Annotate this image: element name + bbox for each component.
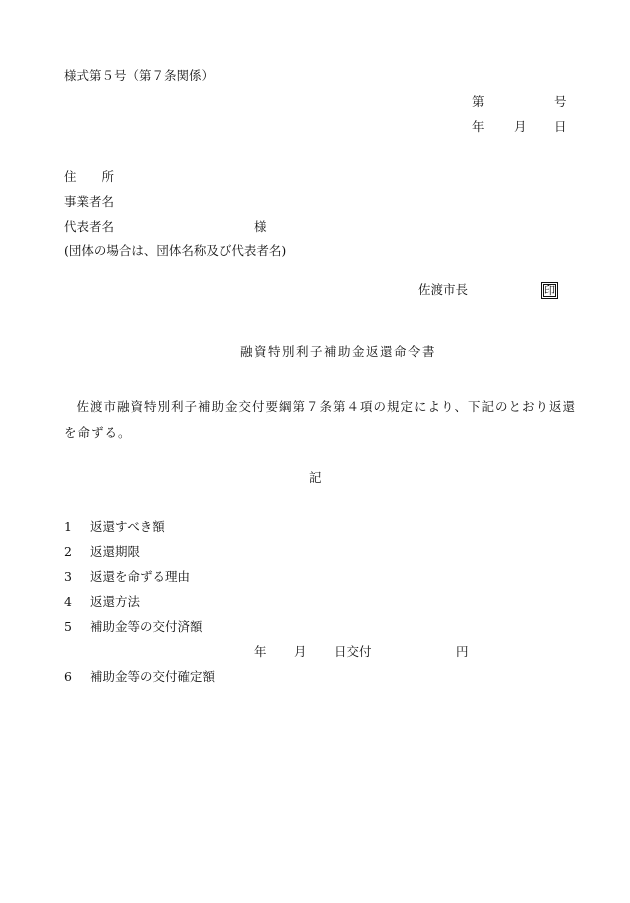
item5-month: 月 (294, 644, 307, 659)
item5-year: 年 (254, 644, 267, 659)
document-title: 融資特別利子補助金返還命令書 (240, 344, 437, 359)
date-day: 日 (554, 119, 567, 134)
recipient-note: (団体の場合は、団体名称及び代表者名) (64, 243, 287, 258)
ki-heading: 記 (309, 470, 322, 485)
document-number-prefix: 第 (472, 94, 485, 109)
form-reference: 様式第５号（第７条関係） (64, 68, 215, 83)
seal-mark: 印 (541, 282, 558, 299)
item-label: 返還方法 (90, 594, 141, 609)
recipient-business-label: 事業者名 (64, 194, 115, 209)
body-paragraph: 佐渡市融資特別利子補助金交付要綱第７条第４項の規定により、下記のとおり返還を命ずる。 (64, 399, 577, 440)
item-label: 返還期限 (90, 544, 141, 559)
item-label: 補助金等の交付確定額 (90, 669, 216, 684)
item-number: 1 (64, 519, 72, 534)
recipient-honorific: 様 (254, 219, 267, 234)
list-item (64, 671, 215, 684)
item-number: 2 (64, 544, 72, 559)
recipient-address-label: 住 所 (64, 169, 115, 184)
list-item (64, 621, 203, 634)
date-year: 年 (472, 119, 485, 134)
list-item (64, 596, 140, 609)
document-number-suffix: 号 (554, 94, 567, 109)
item-label: 補助金等の交付済額 (90, 619, 203, 634)
item-label: 返還を命ずる理由 (90, 569, 191, 584)
date-month: 月 (514, 119, 527, 134)
item5-yen: 円 (456, 644, 469, 659)
issuer-title: 佐渡市長 (418, 282, 469, 297)
item-label: 返還すべき額 (90, 519, 165, 534)
list-item (64, 521, 165, 534)
item-number: 3 (64, 569, 72, 584)
list-item (64, 571, 190, 584)
recipient-representative-label: 代表者名 (64, 219, 115, 234)
list-item (64, 546, 140, 559)
item5-day-issued: 日交付 (334, 644, 372, 659)
item-number: 5 (64, 619, 72, 634)
item-number: 6 (64, 669, 72, 684)
item-number: 4 (64, 594, 72, 609)
